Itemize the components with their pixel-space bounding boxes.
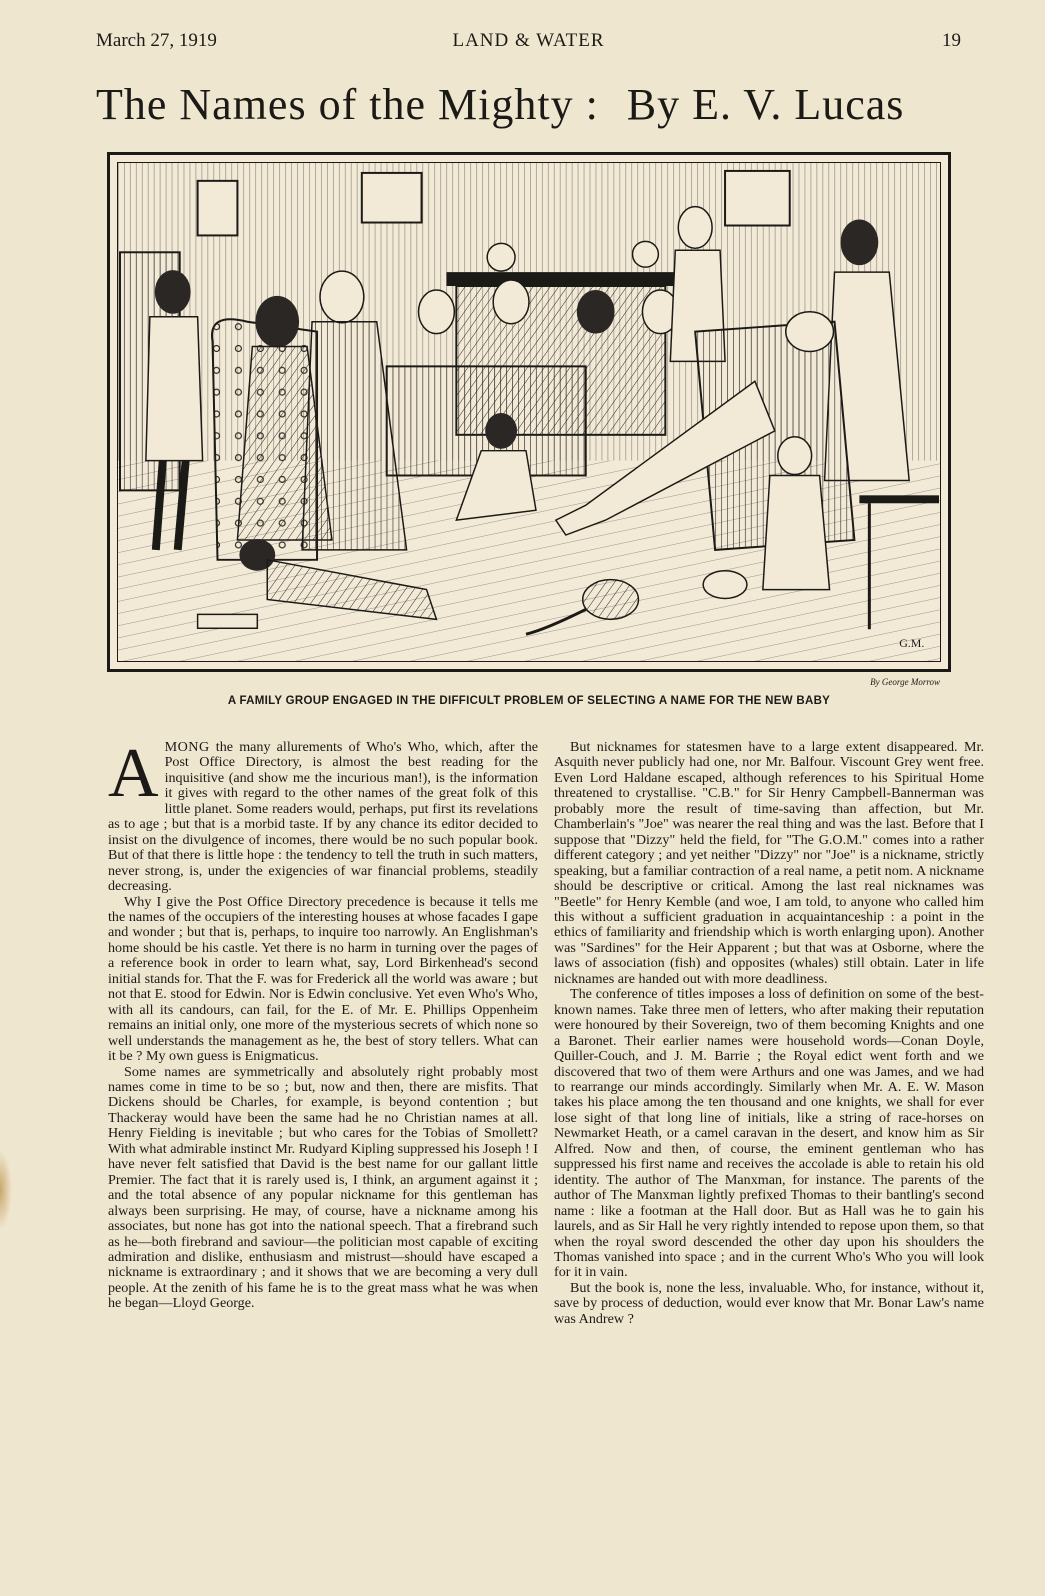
illustration-frame [107, 152, 951, 672]
running-header [96, 30, 961, 56]
article-title [96, 78, 967, 132]
article-column-left [108, 735, 538, 1312]
artist-monogram: G.M. [899, 636, 925, 651]
paper-stain [0, 1150, 12, 1230]
paragraph [108, 735, 538, 895]
page-number: 19 [942, 30, 961, 51]
publication-name: LAND & WATER [452, 30, 605, 51]
article-column-right [554, 740, 984, 1327]
paragraph: But nicknames for statesmen have to a large extent disappeared. Mr. Asquith never publicly had one, nor Mr. Balfour. Viscount Grey went free. Even Lord Haldane escaped, although references to his Spiritual Home threatened to crystallise. "C.B." for Sir Henry Campbell-Bannerman was probably more the result of time-saving than affection, but Mr. Chamberlain's "Joe" was nearer the real thing and was the last. Before that I suppose that "Dizzy" held the field, for "The G.O.M." comes into a rather different category ; and yet neither "Dizzy" nor "Joe" is a nickname, strictly speaking, but a familiar contraction of a real name, a petit nom. A nickname should be descriptive or critical. Among the last real nicknames was "Beetle" for Henry Kemble (and woe, I am told, to anyone who called him this without a sufficient graduation in acquaintanceship : a point in the ethics of familiarity and friendship which is worth enlarging upon). Another was "Sardines" for the Heir Apparent ; but that was at Osborne, where the laws of association (fish) and opposites (whales) still obtain. Later in life nicknames are handed out with more deadliness. [554, 739, 984, 987]
title-byline: By E. V. Lucas [626, 80, 905, 129]
lead-word: MONG [164, 739, 210, 755]
illustration-caption: A FAMILY GROUP ENGAGED IN THE DIFFICULT PROBLEM OF SELECTING A NAME FOR THE NEW BABY [227, 695, 831, 707]
family-drawing [118, 163, 940, 661]
paragraph: But the book is, none the less, invaluable. Who, for instance, without it, save by process of deduction, would ever know that Mr. Bonar Law's name was Andrew ? [554, 1279, 984, 1327]
paragraph: The conference of titles imposes a loss of definition on some of the best-known names. Take three men of letters, who after making their reputation were honoured by their Sovereign, two of them becoming Knights and one a Baronet. Their earlier names were household words—Conan Doyle, Quiller-Couch, and J. M. Barrie ; the Royal edict went forth and we discovered that two of them were Arthurs and one was James, and we had to rearrange our minds accordingly. Similarly when Mr. A. E. W. Mason takes his place among the ten thousand and one knights, we shall for ever lose sight of that long line of initials, like a string of race-horses on Newmarket Heath, or a camel caravan in the desert, and know him as Sir Alfred. Now and then, of course, the eminent gentleman who has suppressed his first name and receives the accolade is able to retain his old identity. The author of The Manxman, for instance. The parents of the author of The Manxman lightly prefixed Thomas to their bantling's second name : like a footman at the Hall door. But as Hall was he to gain his laurels, and as Sir Hall he very rightly intended to repose upon them, so that when the royal sword descended the other day upon his shoulders the Thomas vanished into space ; and in the current Who's Who you will look for it in vain. [554, 986, 984, 1281]
drop-cap: A [108, 735, 159, 812]
title-main: The Names of the Mighty : [96, 80, 599, 129]
artist-credit: By George Morrow [870, 677, 940, 687]
paragraph: Some names are symmetrically and absolutely right probably most names come in time to be so ; but, now and then, there are misfits. That Dickens should be Charles, for example, is beyond contention ; but Thackeray would have been the same had he no Christian names at all. Henry Fielding is inevitable ; but who cares for the Tobias of Smollett? With what admirable instinct Mr. Rudyard Kipling suppressed his Joseph ! I have never felt satisfied that David is the best name for our gallant little Premier. The fact that it is rarely used is, I think, an argument against it ; and the total absence of any popular nickname for this gentleman has always been surprising. He may, of course, have a nickname among his associates, but none has got into the national speech. That a firebrand such as he—both firebrand and saviour—the politician most capable of exciting admiration and dislike, enthusiasm and mistrust—should have escaped a nickname is extraordinary ; and it shows that we are becoming a very dull people. At the zenith of his fame he is to the great mass what he was when he began—Lloyd George. [108, 1063, 538, 1312]
paragraph: Why I give the Post Office Directory precedence is because it tells me the names of the occupiers of the interesting houses at whose facades I gape and wonder ; but that is, perhaps, to inquire too narrowly. An Englishman's home should be his castle. Yet there is no harm in turning over the pages of a reference book in order to learn what, say, Lord Birkenhead's second initial stands for. That the F. was for Frederick all the world was aware ; but not that E. stood for Edwin. Nor is Edwin conclusive. Yet even Who's Who, with all its candours, can fail, for the E. of Mr. E. Phillips Oppenheim remains an initial only, one more of the mysterious secrets of which none so well understands the management as he, the best of story tellers. What can it be ? My own guess is Enigmaticus. [108, 893, 538, 1065]
issue-date: March 27, 1919 [96, 30, 217, 51]
illustration [117, 162, 941, 662]
paragraph-text: the many allurements of Who's Who, which, after the Post Office Directory, is almost the best reading for the inquisitive (and show me the incurious man!), is the information it gives with regard to the other names of the great folk of this little planet. Some readers would, perhaps, put first its revelations as to age ; but that is a morbid taste. If by any chance its editor decided to insist on the divulgence of incomes, there would be no such popular book. But of that there is little hope : the tendency to tell the truth in such matters, never strong, is, under the exigencies of war financial problems, steadily decreasing. [108, 739, 538, 895]
